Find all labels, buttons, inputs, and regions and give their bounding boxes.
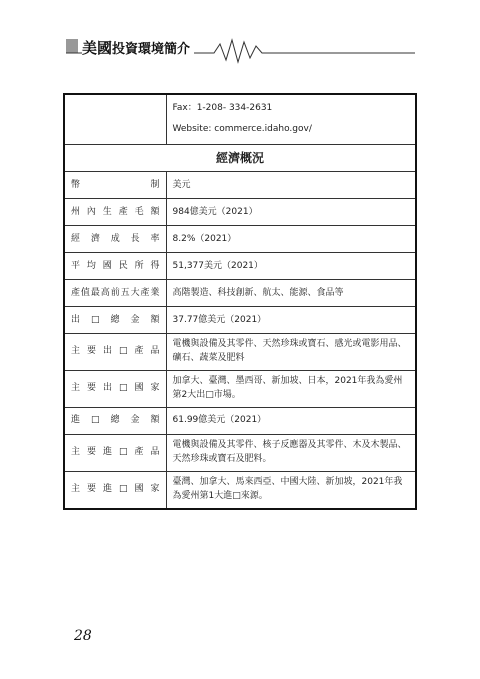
row-label: 幣制 (64, 172, 166, 199)
heartbeat-line-icon (0, 0, 480, 70)
header-title (82, 37, 194, 58)
row-label: 主要進□國家 (64, 472, 166, 509)
row-label: 主要出□國家 (64, 371, 166, 408)
row-label: 經濟成長率 (64, 226, 166, 253)
page-header (0, 0, 480, 70)
table-row (64, 435, 416, 472)
row-value: 美元 (166, 172, 416, 199)
row-value: 8.2%（2021） (166, 226, 416, 253)
row-value: 電機與設備及其零件、核子反應器及其零件、木及木製品、天然珍珠或寶石及肥料。 (166, 435, 416, 472)
table-row (64, 371, 416, 408)
row-value: 51,377美元（2021） (166, 253, 416, 280)
row-value: 高階製造、科技創新、航太、能源、食品等 (166, 280, 416, 307)
table-row (64, 172, 416, 199)
row-value: 臺灣、加拿大、馬來西亞、中國大陸、新加坡，2021年我為愛州第1大進□來源。 (166, 472, 416, 509)
header-title-big: 美國 (82, 39, 113, 57)
table-row (64, 472, 416, 509)
contact-cell (166, 94, 416, 144)
row-label: 產值最高前五大產業 (64, 280, 166, 307)
row-value: 電機與設備及其零件、天然珍珠或寶石、感光或電影用品、礦石、蔬菜及肥料 (166, 334, 416, 371)
row-label: 主要出□產品 (64, 334, 166, 371)
table-row (64, 334, 416, 371)
table-row (64, 307, 416, 334)
row-label: 出□總金額 (64, 307, 166, 334)
table-row (64, 94, 416, 144)
blank-cell (64, 94, 166, 144)
row-value: 984億美元（2021） (166, 199, 416, 226)
row-label: 州內生產毛額 (64, 199, 166, 226)
table-row (64, 144, 416, 172)
row-value: 37.77億美元（2021） (166, 307, 416, 334)
economy-table (63, 93, 417, 510)
page-number: 28 (74, 628, 92, 644)
table-row (64, 199, 416, 226)
row-value: 加拿大、臺灣、墨西哥、新加坡、日本，2021年我為愛州第2大出□市場。 (166, 371, 416, 408)
row-label: 主要進□產品 (64, 435, 166, 472)
website-text: Website: commerce.idaho.gov/ (172, 123, 312, 134)
row-value: 61.99億美元（2021） (166, 408, 416, 435)
table-row (64, 226, 416, 253)
header-title-small: 投資環境簡介 (112, 42, 191, 57)
table-row (64, 408, 416, 435)
row-label: 進□總金額 (64, 408, 166, 435)
row-label: 平均國民所得 (64, 253, 166, 280)
fax-text: Fax：1-208- 334-2631 (172, 103, 273, 113)
table-row (64, 280, 416, 307)
table-row (64, 253, 416, 280)
section-title: 經濟概況 (64, 144, 416, 172)
